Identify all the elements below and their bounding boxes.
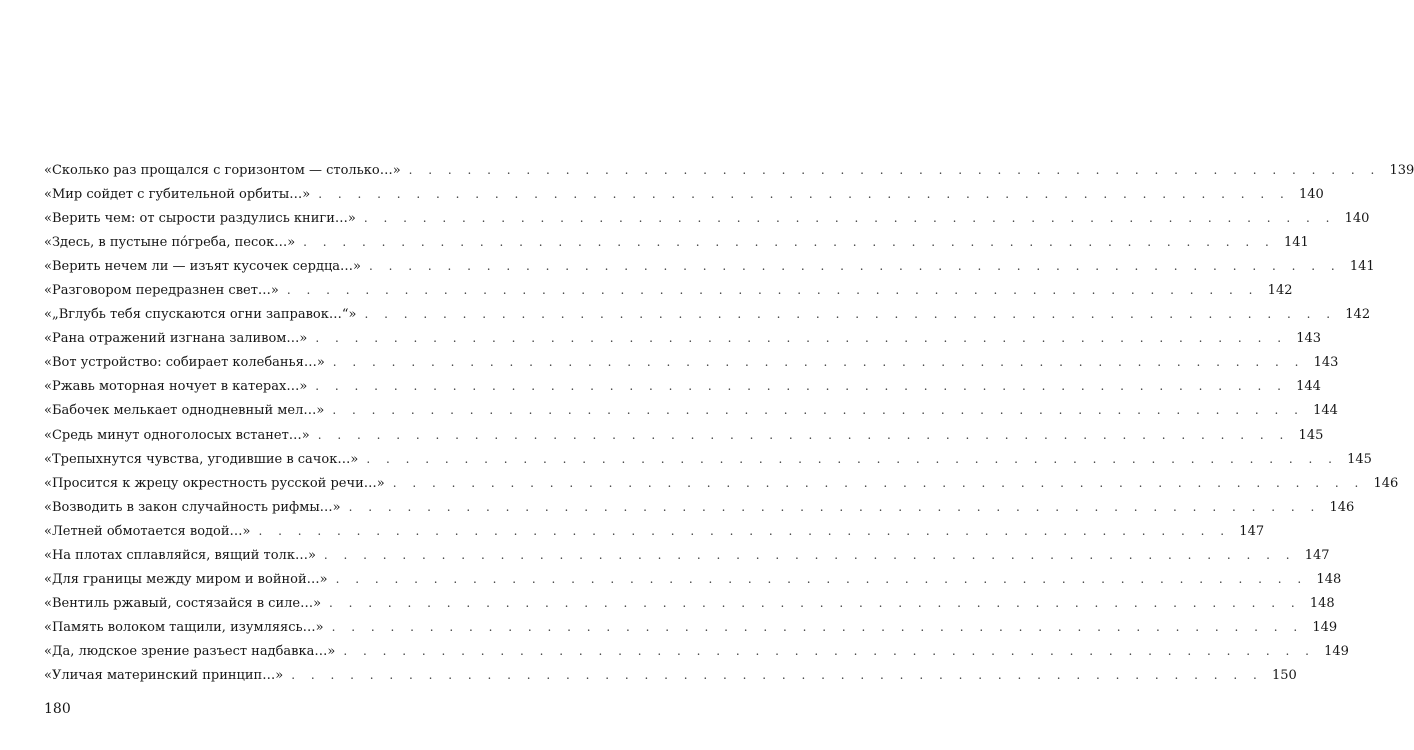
toc-dot-leader: . . . . . . . . . . . . . . . . . . . . . . . . . . . . . . . . . . . . . . . . . . . . . . . . . .	[364, 307, 1337, 322]
toc-dot-leader: . . . . . . . . . . . . . . . . . . . . . . . . . . . . . . . . . . . . . . . . . . . . . . . . . .	[332, 355, 1305, 370]
toc-entry-title: «Рана отражений изгнана заливом…»	[44, 331, 308, 347]
toc-entry-page-number: 145	[1347, 451, 1372, 467]
toc-entry-title: «Разговором передразнен свет…»	[44, 283, 279, 299]
toc-entry-title: «Вот устройство: собирает колебанья…»	[44, 355, 325, 371]
toc-entry-page-number: 144	[1296, 379, 1321, 395]
toc-entry-page-number: 142	[1267, 283, 1293, 299]
toc-entry	[44, 447, 1372, 471]
toc-dot-leader: . . . . . . . . . . . . . . . . . . . . . . . . . . . . . . . . . . . . . . . . . . . . . . . . . .	[315, 379, 1287, 394]
toc-entry-title: «Средь минут одноголосых встанет…»	[44, 427, 310, 443]
toc-dot-leader: . . . . . . . . . . . . . . . . . . . . . . . . . . . . . . . . . . . . . . . . . . . . . . . . . .	[331, 619, 1304, 634]
toc-entry-title: «Для границы между миром и войной…»	[44, 571, 328, 587]
toc-entry	[44, 519, 1265, 543]
toc-entry-page-number: 140	[1299, 187, 1324, 203]
toc-entry-title: «На плотах сплавляйся, вящий толк…»	[44, 547, 316, 563]
toc-entry-page-number: 146	[1373, 475, 1399, 491]
toc-entry-title: «Возводить в закон случайность рифмы…»	[44, 499, 341, 515]
toc-entry	[44, 254, 1375, 278]
toc-entry	[44, 471, 1399, 495]
toc-entry	[44, 206, 1370, 230]
toc-entry-page-number: 143	[1313, 355, 1339, 371]
toc-dot-leader: . . . . . . . . . . . . . . . . . . . . . . . . . . . . . . . . . . . . . . . . . . . . . . . . . .	[286, 283, 1259, 298]
toc-entry-title: «Уличая материнский принцип…»	[44, 667, 284, 683]
table-of-contents	[44, 158, 1414, 687]
toc-entry-title: «Бабочек мелькает однодневный мел…»	[44, 403, 325, 419]
toc-entry-title: «Верить нечем ли — изъят кусочек сердца…»	[44, 259, 362, 275]
toc-entry	[44, 230, 1309, 254]
toc-entry	[44, 182, 1324, 206]
toc-entry	[44, 374, 1321, 398]
toc-entry-title: «Верить чем: от сырости раздулись книги…»	[44, 211, 356, 227]
toc-entry-page-number: 149	[1312, 619, 1338, 635]
toc-dot-leader: . . . . . . . . . . . . . . . . . . . . . . . . . . . . . . . . . . . . . . . . . . . . . . . . . .	[332, 403, 1304, 418]
toc-dot-leader: . . . . . . . . . . . . . . . . . . . . . . . . . . . . . . . . . . . . . . . . . . . . . . . . . .	[315, 331, 1288, 346]
toc-entry-page-number: 144	[1313, 403, 1338, 419]
toc-entry-page-number: 146	[1329, 499, 1355, 515]
page-number: 180	[44, 701, 71, 717]
toc-entry	[44, 302, 1371, 326]
toc-entry	[44, 615, 1338, 639]
toc-entry	[44, 543, 1330, 567]
toc-entry-title: «Да, людское зрение разъест надбавка…»	[44, 643, 336, 659]
toc-entry-title: «Ржавь моторная ночует в катерах…»	[44, 379, 308, 395]
toc-entry-page-number: 148	[1316, 571, 1342, 587]
toc-dot-leader: . . . . . . . . . . . . . . . . . . . . . . . . . . . . . . . . . . . . . . . . . . . . . . . . . .	[317, 427, 1290, 442]
toc-entry-page-number: 147	[1304, 547, 1330, 563]
toc-dot-leader: . . . . . . . . . . . . . . . . . . . . . . . . . . . . . . . . . . . . . . . . . . . . . . . . . .	[369, 259, 1341, 274]
toc-entry	[44, 663, 1297, 687]
toc-entry-title: «Просится к жрецу окрестность русской речи…»	[44, 475, 385, 491]
toc-entry-page-number: 147	[1239, 523, 1265, 539]
toc-dot-leader: . . . . . . . . . . . . . . . . . . . . . . . . . . . . . . . . . . . . . . . . . . . . . . . . . .	[408, 163, 1381, 177]
toc-entry-title: «Летней обмотается водой…»	[44, 523, 251, 539]
toc-entry-title: «Трепыхнутся чувства, угодившие в сачок…»	[44, 451, 359, 467]
toc-dot-leader: . . . . . . . . . . . . . . . . . . . . . . . . . . . . . . . . . . . . . . . . . . . . . . . . . .	[318, 187, 1290, 202]
toc-entry-page-number: 141	[1349, 259, 1375, 275]
toc-dot-leader: . . . . . . . . . . . . . . . . . . . . . . . . . . . . . . . . . . . . . . . . . . . . . . . . . .	[323, 547, 1296, 562]
toc-entry	[44, 326, 1322, 350]
toc-dot-leader: . . . . . . . . . . . . . . . . . . . . . . . . . . . . . . . . . . . . . . . . . . . . . . . . . .	[258, 523, 1231, 538]
toc-entry	[44, 278, 1293, 302]
toc-dot-leader: . . . . . . . . . . . . . . . . . . . . . . . . . . . . . . . . . . . . . . . . . . . . . . . . . .	[291, 667, 1263, 682]
toc-entry-title: «Здесь, в пустыне по́греба, песок…»	[44, 235, 296, 251]
toc-entry-title: «Вентиль ржавый, состязайся в силе…»	[44, 595, 322, 611]
toc-entry	[44, 398, 1338, 422]
toc-entry-title: «Сколько раз прощался с горизонтом — столько…»	[44, 163, 401, 178]
toc-entry-title: «Память волоком тащили, изумляясь…»	[44, 619, 324, 635]
toc-entry-page-number: 150	[1272, 667, 1297, 683]
toc-entry-title: «Мир сойдет с губительной орбиты…»	[44, 187, 311, 203]
toc-entry-page-number: 148	[1309, 595, 1335, 611]
toc-dot-leader: . . . . . . . . . . . . . . . . . . . . . . . . . . . . . . . . . . . . . . . . . . . . . . . . . .	[348, 499, 1321, 514]
toc-entry	[44, 495, 1355, 519]
toc-dot-leader: . . . . . . . . . . . . . . . . . . . . . . . . . . . . . . . . . . . . . . . . . . . . . . . . . .	[303, 235, 1275, 250]
toc-entry-page-number: 145	[1298, 427, 1324, 443]
toc-dot-leader: . . . . . . . . . . . . . . . . . . . . . . . . . . . . . . . . . . . . . . . . . . . . . . . . . .	[335, 571, 1308, 586]
toc-entry	[44, 158, 1414, 182]
toc-entry-page-number: 140	[1344, 211, 1370, 227]
toc-entry-page-number: 139	[1389, 163, 1414, 178]
toc-dot-leader: . . . . . . . . . . . . . . . . . . . . . . . . . . . . . . . . . . . . . . . . . . . . . . . . . .	[343, 643, 1315, 658]
toc-entry	[44, 350, 1339, 374]
toc-entry-page-number: 143	[1296, 331, 1322, 347]
toc-dot-leader: . . . . . . . . . . . . . . . . . . . . . . . . . . . . . . . . . . . . . . . . . . . . . . . . . .	[363, 211, 1336, 226]
toc-entry	[44, 567, 1342, 591]
toc-entry-page-number: 149	[1324, 643, 1349, 659]
toc-entry	[44, 591, 1335, 615]
toc-entry	[44, 423, 1324, 447]
toc-entry	[44, 639, 1349, 663]
toc-entry-page-number: 141	[1283, 235, 1309, 251]
toc-dot-leader: . . . . . . . . . . . . . . . . . . . . . . . . . . . . . . . . . . . . . . . . . . . . . . . . . .	[392, 475, 1365, 490]
toc-entry-title: «„Вглубь тебя спускаются огни заправок…“»	[44, 307, 357, 323]
toc-dot-leader: . . . . . . . . . . . . . . . . . . . . . . . . . . . . . . . . . . . . . . . . . . . . . . . . . .	[329, 595, 1301, 610]
toc-dot-leader: . . . . . . . . . . . . . . . . . . . . . . . . . . . . . . . . . . . . . . . . . . . . . . . . . .	[366, 451, 1338, 466]
toc-entry-page-number: 142	[1345, 307, 1371, 323]
